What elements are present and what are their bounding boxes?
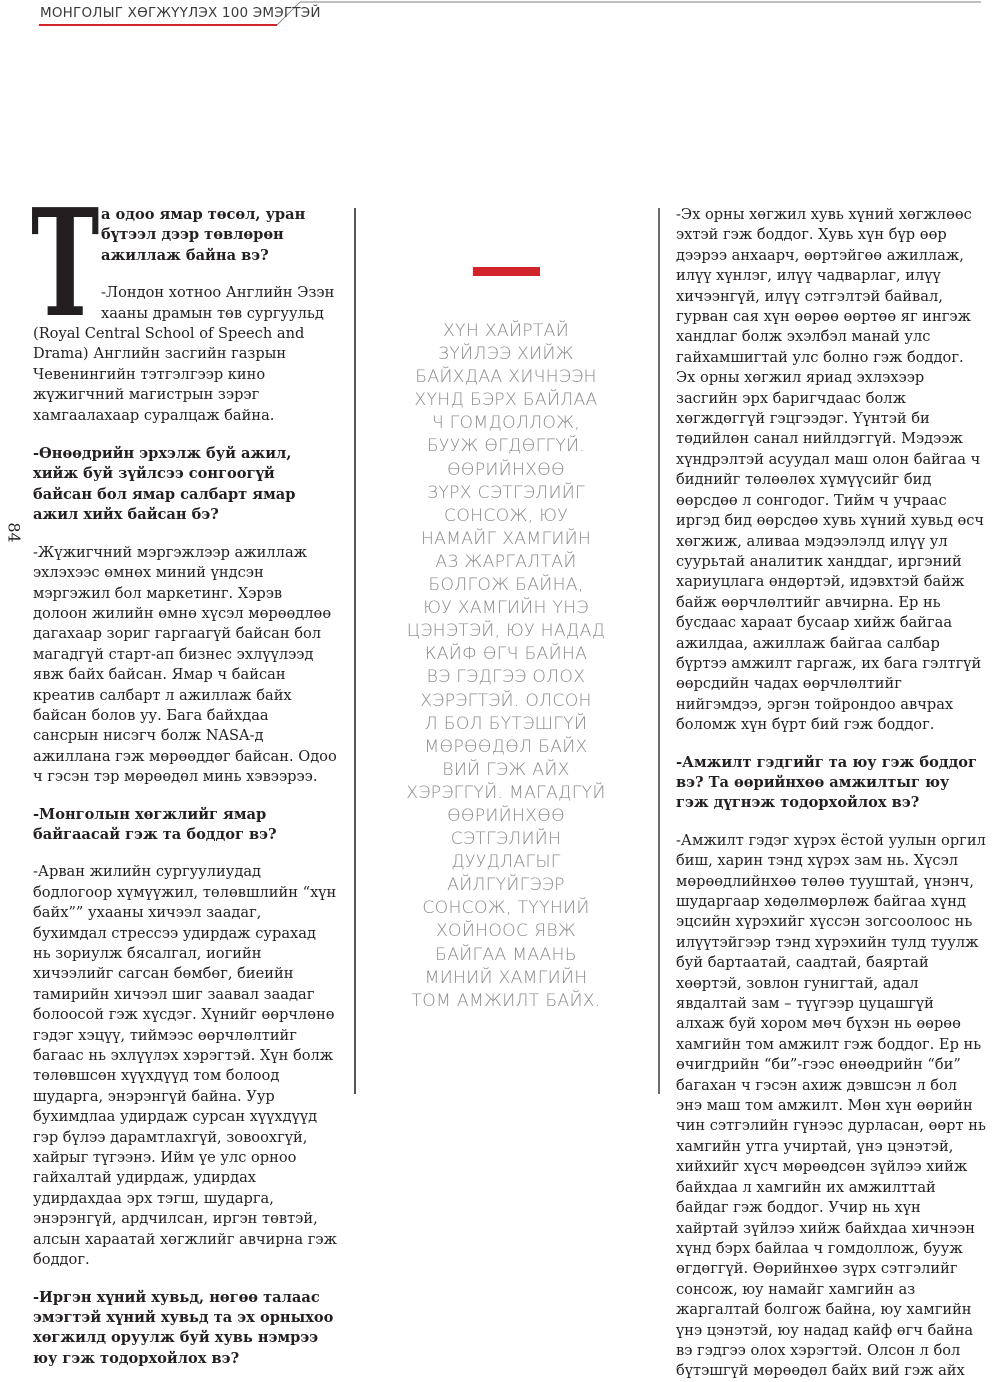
pull-quote-line: Л БОЛ БҮТЭШГҮЙ	[424, 713, 588, 734]
pull-quote-line: НАМАЙГ ХАМГИЙН	[420, 528, 592, 549]
left-column	[31, 176, 338, 1369]
pull-quote-line: БАЙГАА МААНЬ	[435, 944, 577, 965]
running-header	[0, 0, 1000, 30]
interview-answer: -Лондон хотноо Английн Эзэн хааны драмын төв сургуульд (Royal Central School of Speech and Drama) Английн засгийн газрын Чевенингийн тэтгэлгээр кино жүжигчний магистрын зэрэг хамгаалахаар суралцаж байна.	[33, 284, 335, 424]
column-divider-left	[354, 208, 356, 1094]
pull-quote-line: ЮУ ХАМГИЙН ҮНЭ	[423, 598, 589, 619]
pull-quote-line: ХҮН ХАЙРТАЙ	[442, 321, 570, 341]
pull-quote-line: ЦЭНЭТЭЙ, ЮУ НАДАД	[406, 621, 606, 642]
pull-quote-line: БОЛГОЖ БАЙНА,	[428, 575, 584, 596]
column-divider-right	[658, 208, 660, 1094]
interview-question: а одоо ямар төсөл, уран бүтээл дээр төвлөрөн ажиллаж байна вэ?	[101, 206, 306, 264]
pull-quote-line: ХЭРЭГГҮЙ. МАГАДГҮЙ	[406, 782, 606, 803]
pull-quote-line: ТОМ АМЖИЛТ БАЙХ.	[411, 990, 601, 1011]
interview-question: -Монголын хөгжлийг ямар байгаасай гэж та боддог вэ?	[33, 805, 277, 843]
right-column	[676, 205, 986, 1382]
interview-question: -Иргэн хүний хувьд, нөгөө талаас эмэгтэй хүний хувьд та эх орныхоо хөгжилд оруулж буй хувь нэмрээ юу гэж тодорхойлох вэ?	[33, 1288, 334, 1367]
pull-quote-red-bar	[473, 267, 540, 276]
pull-quote-line: АЗ ЖАРГАЛТАЙ	[435, 551, 577, 572]
pull-quote-line: ӨӨРИЙНХӨӨ	[447, 459, 565, 480]
pull-quote-line: ВИЙ ГЭЖ АЙХ	[442, 759, 570, 780]
pull-quote-line: ХҮНД БЭРХ БАЙЛАА	[414, 390, 598, 411]
pull-quote-line: БАЙХДАА ХИЧНЭЭН	[415, 367, 597, 388]
pull-quote	[380, 320, 632, 1013]
pull-quote-line: СЭТГЭЛИЙН	[450, 829, 562, 850]
interview-answer: -Жүжигчний мэргэжлээр ажиллаж эхлэхээс өмнөх миний үндсэн мэргэжил бол маркетинг. Хэрэв долоон жилийн өмнө хүсэл мөрөөдлөө дагахаар зориг гаргаагүй байсан бол магадгүй старт-ап бизнес эхлүүлээд явж байх байсан. Ямар ч байсан креатив салбарт л ажиллаж байх байсан болов уу. Бага байхдаа сансрын нисэгч болж NASA-д ажиллана гэж мөрөөддөг байсан. Одоо ч гэсэн тэр мөрөөдөл минь хэвээрээ.	[33, 543, 337, 786]
pull-quote-line: КАЙФ ӨГЧ БАЙНА	[424, 644, 588, 665]
pull-quote-line: ХОЙНООС ЯВЖ	[435, 921, 577, 942]
pull-quote-line: МӨРӨӨДӨЛ БАЙХ	[424, 736, 588, 757]
intro-block	[31, 176, 338, 426]
pull-quote-line: АЙЛГҮЙГЭЭР	[447, 875, 565, 896]
pull-quote-line: ХЭРЭГТЭЙ. ОЛСОН	[420, 690, 592, 711]
interview-question: -Өнөөдрийн эрхэлж буй ажил, хийж буй зүйлсээ сонгоогүй байсан бол ямар салбарт ямар ажил хийх байсан бэ?	[33, 445, 296, 524]
pull-quote-line: ӨӨРИЙНХӨӨ	[447, 805, 565, 826]
pull-quote-line: ЗҮРХ СЭТГЭЛИЙГ	[427, 482, 585, 503]
interview-answer: -Эх орны хөгжил хувь хүний хөгжлөөс эхтэй гэж боддог. Хувь хүн бүр өөр дээрээ анхаарч, өөртэйгөө ажиллаж, илүү хүнлэг, илүү чадварлаг, илүү хичээнгүй, илүү сэтгэлтэй байвал, гурван сая хүн өөрөө өөртөө яг ингэж хандлаг болж эхэлбэл манай улс гайхамшигтай улс болно гэж боддог. Эх орны хөгжил яриад эхлэхээр засгийн эрх баригчдаас болж хөгждөггүй гэцгээдэг. Үүнтэй би төдийлөн санал нийлдэггүй. Мэдээж хүндрэлтэй асуудал маш олон байгаа ч биднийг төлөөлөх хүмүүсийг бид өөрсдөө л сонгодог. Тийм ч учраас иргэд бид өөрсдөө хувь хүний хувьд өсч хөгжиж, аливаа мэдээлэлд илүү ул суурьтай аналитик ханддаг, иргэний хариуцлага өндөртэй, идэвхтэй байж байж өөрчлөлтийг авчирна. Ер нь бусдаас хараат бусаар хийж байгаа ажилдаа, ажиллаж байгаа салбар бүртээ амжилт гаргаж, их бага гэлтгүй өөрсдийн чадах өөрчлөлтийг нийгэмдээ, эргэн тойрондоо авчрах боломж хүн бүрт бий гэж боддог.	[676, 206, 985, 734]
interview-answer: -Амжилт гэдэг хүрэх ёстой уулын оргил биш, харин тэнд хүрэх зам нь. Хүсэл мөрөөдлийнхөө төлөө тууштай, үнэнч, шударгаар хөдөлмөрлөж байгаа хүнд эцсийн хүрэхийг хүссэн зогсоолоос нь илүүтэйгээр тэнд хүрэхийн тулд туулж буй бартаатай, саадтай, баяртай хөөртэй, зовлон гунигтай, адал явдалтай зам – түүгээр цуцашгүй алхаж буй хором мөч бүхэн нь өөрөө хамгийн том амжилт гэж боддог. Ер нь өчигдрийн “би”-гээс өнөөдрийн “би” багахан ч гэсэн ахиж дэвшсэн л бол энэ маш том амжилт. Мөн хүн өөрийн чин сэтгэлийн гүнээс дурласан, өөрт нь хамгийн утга учиртай, үнэ цэнэтэй, хийхийг хүсч мөрөөдсөн зүйлээ хийж байхдаа л хамгийн их амжилттай байдаг гэж боддог. Учир нь хүн хайртай зүйлээ хийж байхдаа хичнээн хүнд бэрх байлаа ч гомдоллож, бууж өгдөггүй. Өөрийнхөө зүрх сэтгэлийг сонсож, юу намайг хамгийн аз жаргалтай болгож байна, юу хамгийн үнэ цэнэтэй, юу надад кайф өгч байна вэ гэдгээ олох хэрэгтэй. Олсон л бол бүтэшгүй мөрөөдөл байх вий гэж айх	[676, 831, 986, 1380]
pull-quote-line: МИНИЙ ХАМГИЙН	[424, 967, 588, 988]
pull-quote-line: ЗҮЙЛЭЭ ХИЙЖ	[438, 344, 574, 365]
pull-quote-line: СОНСОЖ, ТҮҮНИЙ	[422, 898, 590, 919]
pull-quote-line: СОНСОЖ, ЮУ	[444, 505, 568, 526]
pull-quote-line: ВЭ ГЭДГЭЭ ОЛОХ	[426, 667, 586, 688]
pull-quote-line: Ч ГОМДОЛЛОЖ,	[431, 413, 581, 434]
pull-quote-line: БУУЖ ӨГДӨГГҮЙ.	[426, 436, 586, 457]
page-number: 84	[4, 522, 24, 543]
interview-answer: -Арван жилийн сургуулиудад бодлогоор хүмүүжил, төлөвшлийн “хүн байх”” ухааны хичээл заадаг, бухимдал стрессээ удирдаж сурахад нь зориулж бясалгал, иогийн хичээлийг сагсан бөмбөг, биеийн тамирийн хичээл шиг заавал заадаг болоосой гэж хүсдэг. Хүнийг өөрчлөнө гэдэг хэцүү, тиймээс өөрчлөлтийг багаас нь эхлүүлэх хэрэгтэй. Хүн болж төлөвшсөн хүүхдүүд том болоод шударга, энэрэнгүй байна. Уур бухимдлаа удирдаж сурсан хүүхдүүд гэр бүлээ дарамтлахгүй, зовоохгүй, хайрыг түгээнэ. Ийм үе улс орноо гайхалтай удирдаж, удирдах удирдахдаа эрх тэгш, шударга, энэрэнгүй, ардчилсан, иргэн төвтэй, алсын хараатай хөгжлийг авчирна гэж боддог.	[33, 863, 337, 1269]
header-red-underline	[39, 24, 277, 26]
drop-cap: Т	[31, 176, 100, 350]
pull-quote-line: ДУУДЛАГЫГ	[451, 852, 561, 873]
section-title: МОНГОЛЫГ ХӨГЖҮҮЛЭХ 100 ЭМЭГТЭЙ	[40, 5, 321, 21]
interview-question: -Амжилт гэдгийг та юу гэж боддог вэ? Та өөрийнхөө амжилтыг юу гэж дүгнэж тодорхойлох вэ?	[676, 753, 977, 812]
